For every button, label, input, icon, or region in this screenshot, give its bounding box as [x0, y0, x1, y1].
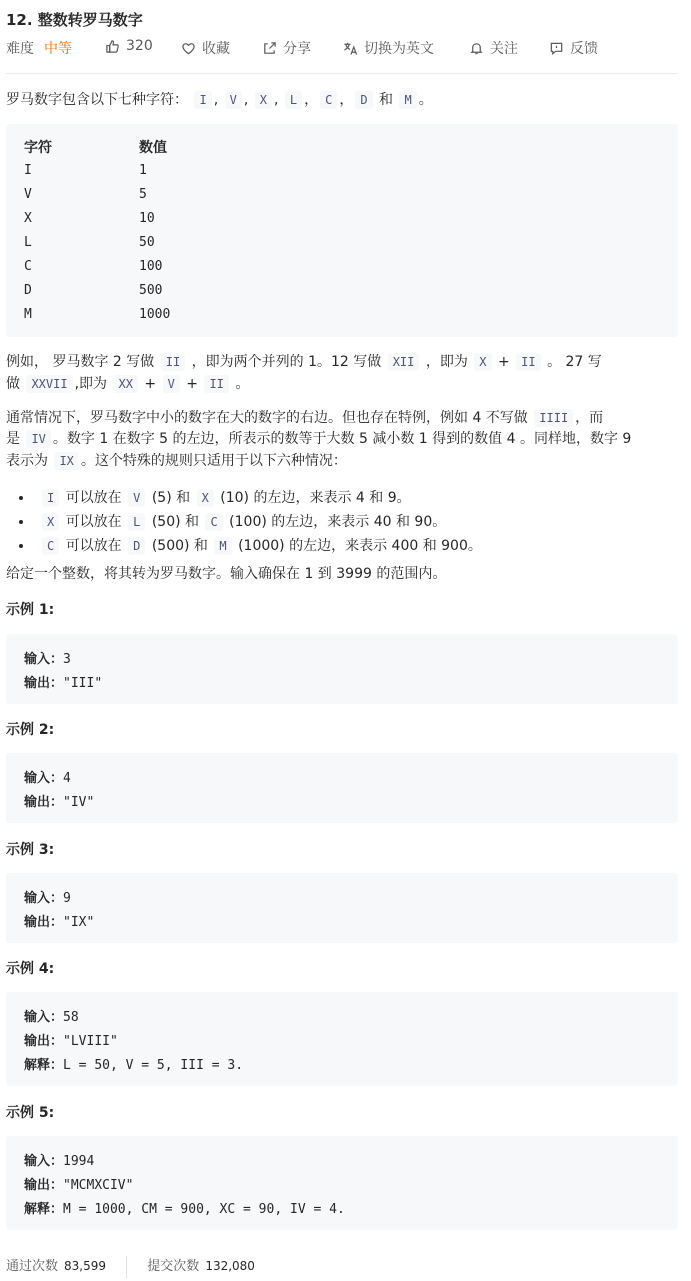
- example-explain: [24, 1198, 345, 1217]
- intro-text: 罗马数字包含以下七种字符：: [6, 92, 188, 108]
- example-paragraph-line1: [6, 351, 602, 373]
- table-cell: C: [24, 259, 32, 274]
- intro-and: 和: [379, 92, 394, 108]
- example-explain: [24, 1054, 243, 1073]
- table-cell: V: [24, 187, 32, 202]
- text: ，而: [575, 410, 604, 426]
- output-value: "IX": [63, 915, 95, 930]
- output-label: 输出：: [24, 795, 64, 810]
- example-input: [24, 1150, 94, 1169]
- table-cell: 500: [139, 283, 163, 298]
- stats-bar: [6, 1255, 255, 1278]
- text: (10) 的左边，来表示 4 和 9。: [220, 490, 411, 506]
- input-value: 9: [63, 891, 71, 906]
- accepted-count: 83,599: [64, 1259, 107, 1273]
- output-label: 输出：: [24, 676, 64, 691]
- example-block: [6, 992, 678, 1086]
- example-input: [24, 887, 71, 906]
- table-cell: D: [24, 283, 32, 298]
- example-block: [6, 634, 678, 704]
- feedback-icon: [549, 41, 564, 56]
- code-char: V: [163, 375, 180, 393]
- explain-value: L = 50, V = 5, III = 3.: [63, 1058, 244, 1073]
- table-cell: M: [24, 307, 32, 322]
- output-label: 输出：: [24, 1034, 64, 1049]
- submissions-label: 提交次数: [147, 1259, 200, 1274]
- table-cell: L: [24, 235, 32, 250]
- table-cell: 10: [139, 211, 155, 226]
- code-char: D: [128, 537, 145, 555]
- code-char: II: [161, 353, 185, 371]
- code-char: V: [225, 91, 242, 109]
- code-char: IX: [54, 452, 78, 470]
- table-cell: 50: [139, 235, 155, 250]
- text: (500) 和: [151, 538, 208, 554]
- share-button[interactable]: [262, 38, 311, 58]
- text: (5) 和: [151, 490, 191, 506]
- input-label: 输入：: [24, 652, 64, 667]
- share-icon: [262, 41, 277, 56]
- text: 例如， 罗马数字 2 写做: [6, 354, 155, 370]
- table-cell: X: [24, 211, 32, 226]
- favorite-button[interactable]: [181, 38, 230, 58]
- problem-toolbar: [6, 38, 678, 58]
- code-char: X: [197, 489, 214, 507]
- stats-divider: [126, 1256, 127, 1278]
- text: 。 27 写: [547, 354, 602, 370]
- follow-label: 关注: [490, 41, 518, 57]
- example-title: 示例 2:: [6, 722, 55, 738]
- code-char: X: [255, 91, 272, 109]
- example-output: [24, 911, 94, 930]
- page-title: 12. 整数转罗马数字: [6, 11, 143, 29]
- code-char: M: [214, 537, 231, 555]
- code-char: V: [128, 489, 145, 507]
- intro-end: 。: [418, 92, 433, 108]
- rules-line3: [6, 450, 347, 472]
- text: ，即为: [425, 354, 468, 370]
- list-item: [34, 486, 482, 510]
- divider: [6, 73, 678, 74]
- example-paragraph-line2: [6, 373, 249, 395]
- output-value: "III": [63, 676, 103, 691]
- like-count: 320: [126, 38, 153, 54]
- difficulty-label: 难度: [6, 41, 34, 57]
- translate-label: 切换为英文: [364, 41, 434, 57]
- translate-button[interactable]: [343, 38, 434, 58]
- thumbs-up-icon: [105, 39, 120, 54]
- code-char: D: [355, 91, 372, 109]
- input-label: 输入：: [24, 1154, 64, 1169]
- list-item: [34, 510, 482, 534]
- explain-value: M = 1000, CM = 900, XC = 90, IV = 4.: [63, 1202, 345, 1217]
- text: 可以放在: [65, 514, 122, 530]
- input-value: 1994: [63, 1154, 95, 1169]
- explain-label: 解释：: [24, 1058, 64, 1073]
- favorite-label: 收藏: [202, 41, 230, 57]
- code-char: IV: [26, 430, 50, 448]
- example-output: [24, 672, 102, 691]
- task-paragraph: 给定一个整数，将其转为罗马数字。输入确保在 1 到 3999 的范围内。: [6, 566, 447, 582]
- text: ,即为: [74, 376, 108, 392]
- input-label: 输入：: [24, 891, 64, 906]
- text: +: [144, 376, 157, 392]
- text: 是: [6, 431, 20, 447]
- example-output: [24, 1030, 118, 1049]
- code-char: C: [42, 537, 59, 555]
- rules-line1: [6, 407, 603, 429]
- input-label: 输入：: [24, 771, 64, 786]
- table-cell: I: [24, 163, 32, 178]
- accepted-label: 通过次数: [6, 1259, 59, 1274]
- text: 可以放在: [65, 538, 122, 554]
- input-label: 输入：: [24, 1010, 64, 1025]
- explain-label: 解释：: [24, 1202, 64, 1217]
- text: 。这个特殊的规则只适用于以下六种情况：: [80, 453, 347, 469]
- table-cell: 1000: [139, 307, 171, 322]
- code-char: X: [474, 353, 491, 371]
- like-button[interactable]: [105, 38, 153, 54]
- rules-line2: [6, 428, 631, 450]
- difficulty-badge: 中等: [44, 41, 72, 57]
- input-value: 4: [63, 771, 71, 786]
- table-header-value: 数值: [139, 140, 167, 156]
- code-char: C: [320, 91, 337, 109]
- code-char: XXVII: [26, 375, 72, 393]
- output-value: "LVIII": [63, 1034, 118, 1049]
- follow-button[interactable]: [469, 38, 518, 58]
- code-char: XII: [388, 353, 420, 371]
- text: +: [186, 376, 198, 392]
- example-title: 示例 1:: [6, 602, 55, 618]
- difficulty: [6, 38, 72, 58]
- input-value: 58: [63, 1010, 79, 1025]
- table-header-char: 字符: [24, 140, 52, 156]
- text: 表示为: [6, 453, 48, 469]
- input-value: 3: [63, 652, 71, 667]
- text: 。数字 1 在数字 5 的左边，所表示的数等于大数 5 减小数 1 得到的数值 4 。同样地，数字 9: [52, 431, 632, 447]
- code-char: X: [42, 513, 59, 531]
- submissions-count: 132,080: [205, 1259, 255, 1273]
- example-input: [24, 767, 71, 786]
- output-value: "IV": [63, 795, 95, 810]
- example-block: [6, 873, 678, 943]
- table-cell: 100: [139, 259, 163, 274]
- text: 通常情况下，罗马数字中小的数字在大的数字的右边。但也存在特例，例如 4 不写做: [6, 410, 528, 426]
- example-block: [6, 1136, 678, 1230]
- code-char: I: [194, 91, 211, 109]
- text: ，即为两个并列的 1。12 写做: [191, 354, 382, 370]
- translate-icon: [343, 41, 358, 56]
- heart-icon: [181, 41, 196, 56]
- output-value: "MCMXCIV": [63, 1178, 134, 1193]
- share-label: 分享: [283, 41, 311, 57]
- example-output: [24, 1174, 133, 1193]
- table-cell: 5: [139, 187, 147, 202]
- code-char: I: [42, 489, 59, 507]
- example-input: [24, 1006, 79, 1025]
- bell-icon: [469, 41, 484, 56]
- feedback-button[interactable]: [549, 38, 598, 58]
- example-input: [24, 648, 71, 667]
- example-title: 示例 5:: [6, 1105, 55, 1121]
- code-char: II: [516, 353, 540, 371]
- code-char: II: [204, 375, 228, 393]
- code-char: XX: [113, 375, 137, 393]
- feedback-label: 反馈: [570, 41, 598, 57]
- example-output: [24, 791, 94, 810]
- code-char: L: [128, 513, 145, 531]
- output-label: 输出：: [24, 915, 64, 930]
- example-block: [6, 753, 678, 823]
- example-title: 示例 4:: [6, 961, 55, 977]
- text: +: [497, 354, 510, 370]
- text: (1000) 的左边，来表示 400 和 900。: [238, 538, 482, 554]
- code-char: L: [285, 91, 302, 109]
- text: (100) 的左边，来表示 40 和 90。: [229, 514, 447, 530]
- table-cell: 1: [139, 163, 147, 178]
- text: (50) 和: [151, 514, 200, 530]
- output-label: 输出：: [24, 1178, 64, 1193]
- rules-list: [28, 486, 482, 558]
- code-char: C: [205, 513, 222, 531]
- code-char: IIII: [534, 409, 573, 427]
- code-char: M: [399, 91, 416, 109]
- value-table: [6, 124, 678, 337]
- intro-paragraph: 罗马数字包含以下七种字符： I , V , X , L ， C ， D 和 M 。: [6, 92, 433, 108]
- list-item: [34, 534, 482, 558]
- text: 。: [235, 376, 250, 392]
- text: 可以放在: [65, 490, 122, 506]
- text: 做: [6, 376, 20, 392]
- example-title: 示例 3:: [6, 842, 55, 858]
